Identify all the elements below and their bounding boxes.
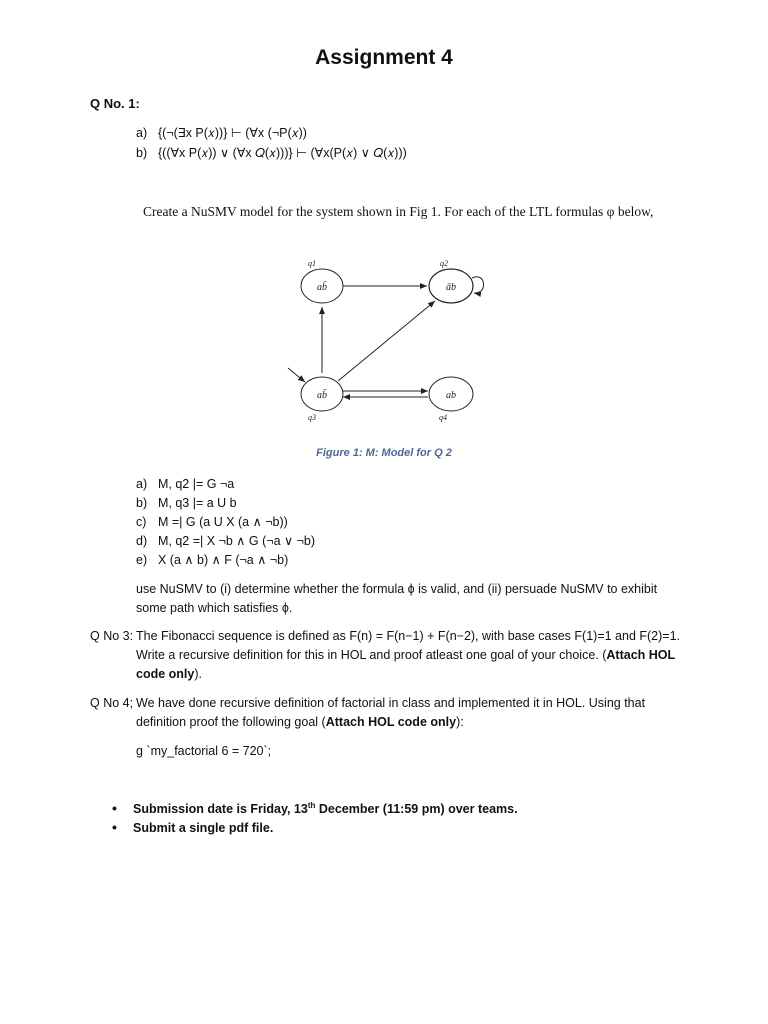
q2-instruction-line2: some path which satisfies ϕ. [136,601,293,615]
bullet-icon: • [112,800,117,816]
bullet-1-sup: th [307,800,316,810]
q2-item-c [136,513,288,532]
state-q2-name: q2 [440,259,448,268]
state-q4-label: ab [446,390,456,401]
q4-line2-bold: Attach HOL code only [325,715,457,729]
bullet-2-text: Submit a single pdf file. [133,821,274,835]
q4-line2-tail: ): [456,715,464,729]
q1-item-a-text: {(¬(∃x P(𝑥))} ⊢ (∀x (¬P(𝑥)) [158,126,307,140]
q3-line2-text: Write a recursive definition for this in HOL and proof atleast one goal of your choice. ( [136,648,607,662]
state-q1-label: ab̄ [317,282,327,293]
q4-line2-text: definition proof the following goal ( [136,715,326,729]
state-q4-name: q4 [439,413,447,422]
bullet-1-text: Submission date is Friday, 13 [133,802,308,816]
list-marker: c) [136,515,147,529]
q2-item-c-text: M =| G (a U X (a ∧ ¬b)) [158,515,288,529]
q2-item-e-text: X (a ∧ b) ∧ F (¬a ∧ ¬b) [158,553,289,567]
list-marker: d) [136,534,148,548]
q3-label: Q No 3: [90,629,134,643]
bullet-submission-date [112,800,518,816]
q2-intro: Create a NuSMV model for the system shown in Fig 1. For each of the LTL formulas φ below, [143,204,654,219]
model-diagram [280,255,490,425]
q4-line1: We have done recursive definition of factorial in class and implemented it in HOL. Using that [136,696,646,710]
state-q2-label: āb [446,282,456,293]
q2-instruction-line1: use NuSMV to (i) determine whether the formula ϕ is valid, and (ii) persuade NuSMV to exhibit [136,582,658,596]
q3-line3 [136,665,202,684]
q2-item-a-text: M, q2 |= G ¬a [158,477,235,491]
q3-line1: The Fibonacci sequence is defined as F(n) = F(n−1) + F(n−2), with base cases F(1)=1 and F(2)=1. [136,629,681,643]
list-marker: b) [136,496,148,510]
q3-line2 [136,646,675,665]
q4-label: Q No 4; [90,696,134,710]
list-marker: a) [136,126,148,140]
bullet-submit-pdf [112,819,273,835]
edge-q3-q2 [338,301,435,381]
state-q1-name: q1 [308,259,316,268]
self-loop-q2 [472,277,484,293]
q2-item-d [136,532,315,551]
list-marker: b) [136,146,148,160]
q3-line3-bold: code only [136,667,195,681]
page-title: Assignment 4 [315,46,453,69]
q2-item-d-text: M, q2 =| X ¬b ∧ G (¬a ∨ ¬b) [158,534,316,548]
state-q3-name: q3 [308,413,316,422]
q1-item-a [136,124,307,143]
initial-arrow [288,368,305,382]
list-marker: e) [136,553,148,567]
q4-goal-code: g `my_factorial 6 = 720`; [136,744,272,758]
q1-label: Q No. 1: [90,96,140,111]
q1-item-b [136,144,407,163]
q2-item-e [136,551,288,570]
bullet-1-tail: December (11:59 pm) over teams. [315,802,518,816]
q1-item-b-text: {((∀x P(𝑥)) ∨ (∀x 𝑄(𝑥)))} ⊢ (∀x(P(𝑥) ∨ 𝑄(𝑥))) [158,146,407,160]
q4-line2 [136,713,464,732]
q3-line2-bold: Attach HOL [606,648,676,662]
list-marker: a) [136,477,148,491]
state-q3-label: ab̄ [317,390,327,401]
q2-item-b [136,494,237,513]
q2-item-b-text: M, q3 |= a U b [158,496,237,510]
bullet-icon: • [112,819,117,835]
figure-caption: Figure 1: M: Model for Q 2 [316,447,452,459]
q2-item-a [136,475,234,494]
q3-line3-text: ). [194,667,202,681]
